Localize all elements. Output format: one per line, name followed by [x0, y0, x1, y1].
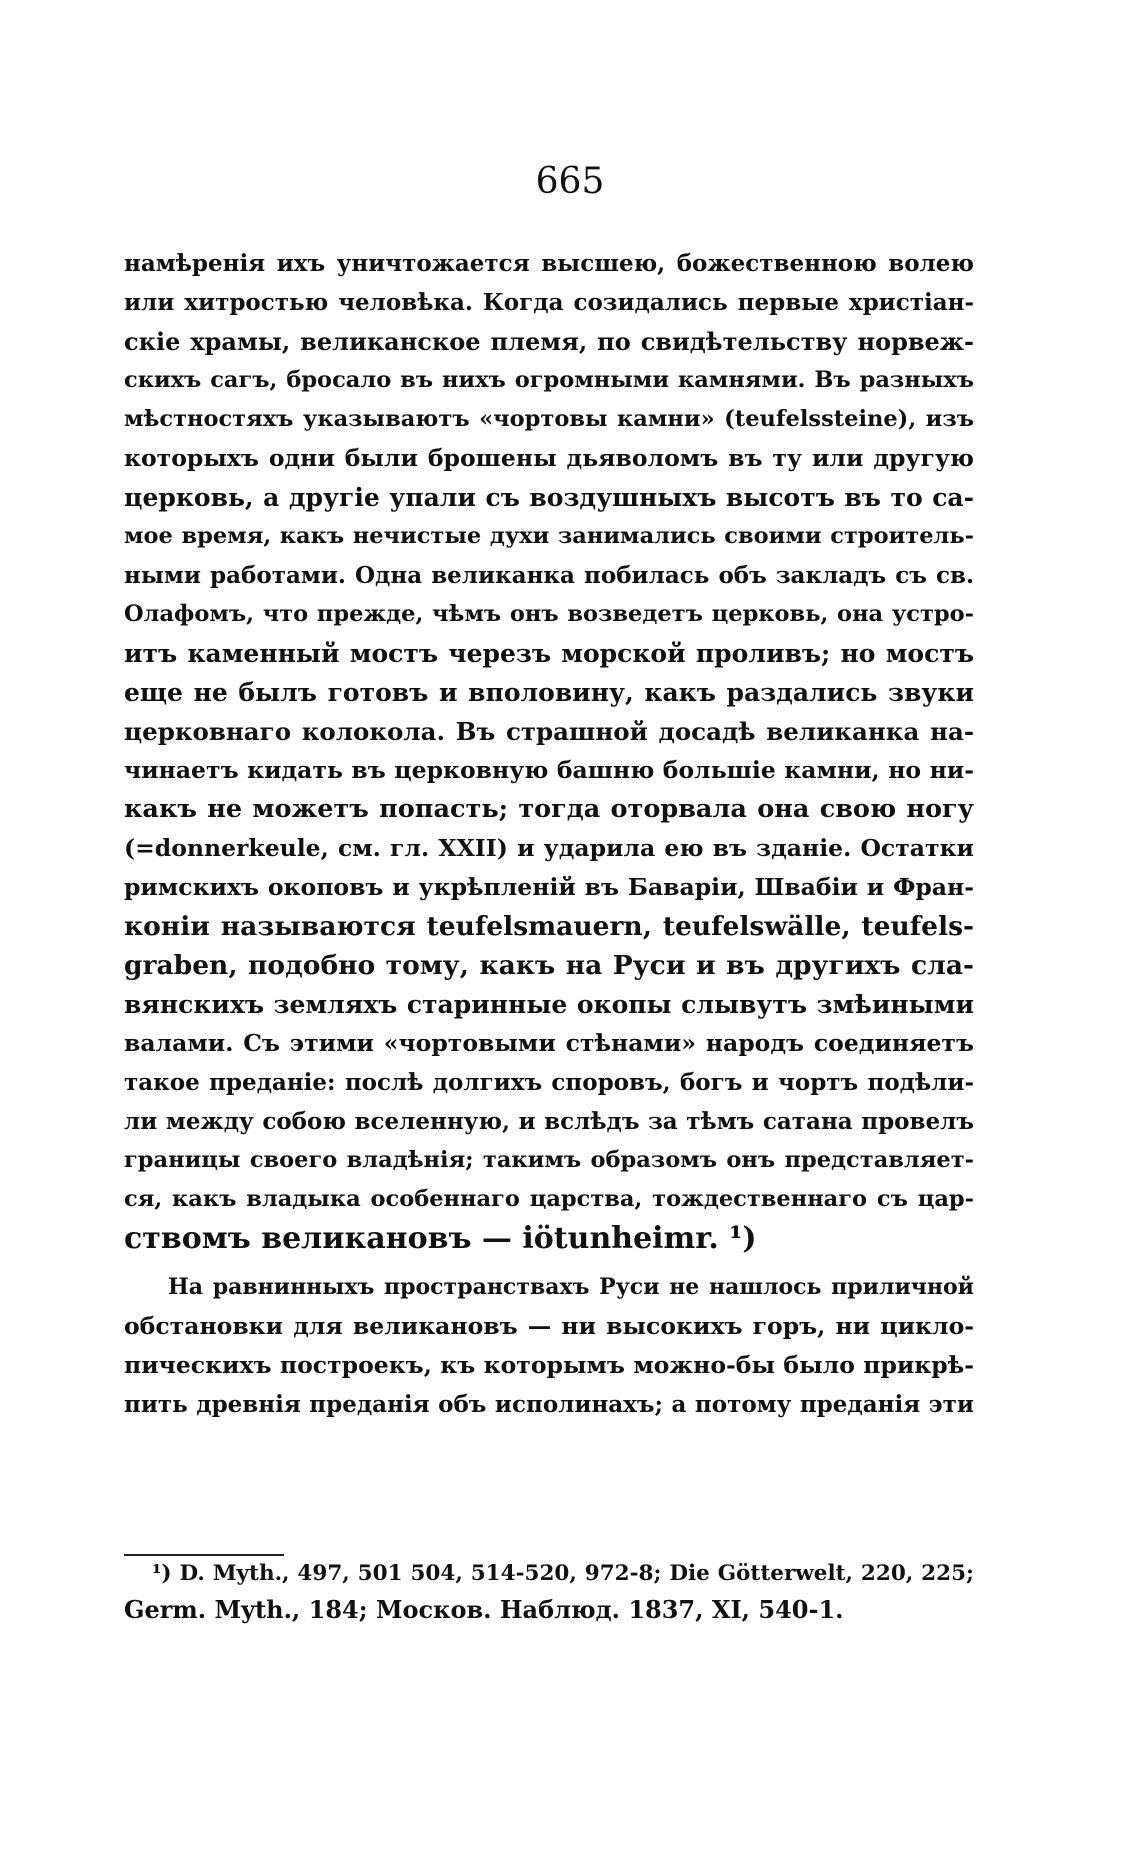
text-line: скихъ сагъ, бросало въ нихъ огромными камнями. Въ разныхъ: [124, 367, 974, 393]
text-line: обстановки для великановъ — ни высокихъ горъ, ни цикло-: [124, 1312, 974, 1340]
footnotes: [124, 1556, 974, 1628]
text-line: (=donnerkeule, см. гл. XXII) и ударила ею въ зданіе. Остатки: [124, 834, 974, 862]
text-line: которыхъ одни были брошены дьяволомъ въ ту или другую: [124, 444, 974, 472]
text-line: мѣстностяхъ указываютъ «чортовы камни» (teufelssteine), изъ: [124, 406, 974, 432]
text-line: чинаетъ кидать въ церковную башню большіе камни, но ни-: [124, 756, 974, 784]
text-line: На равнинныхъ пространствахъ Руси не нашлось приличной: [168, 1274, 974, 1300]
text-line: какъ не можетъ попасть; тогда оторвала она свою ногу: [124, 794, 974, 824]
text-line: ными работами. Одна великанка побилась объ закладъ съ св.: [124, 562, 974, 589]
text-line: римскихъ окоповъ и укрѣпленій въ Баваріи, Швабіи и Фран-: [124, 873, 974, 901]
text-line: валами. Съ этими «чортовыми стѣнами» народъ соединяетъ: [124, 1029, 974, 1057]
text-line: ли между собою вселенную, и вслѣдъ за тѣмъ сатана провелъ: [124, 1108, 974, 1135]
text-line: церковь, а другіе упали съ воздушныхъ высотъ въ то са-: [124, 483, 974, 512]
text-line: ся, какъ владыка особеннаго царства, тождественнаго съ цар-: [124, 1186, 974, 1212]
body-text: [124, 244, 974, 1424]
text-line: коніи называются teufelsmauern, teufelswälle, teufels-: [124, 911, 974, 942]
text-line: graben, подобно тому, какъ на Руси и въ другихъ сла-: [124, 950, 974, 981]
page-number: 665: [535, 161, 605, 202]
text-line: ствомъ великановъ — iötunheimr. ¹): [124, 1221, 757, 1256]
text-line: церковнаго колокола. Въ страшной досадѣ великанка на-: [124, 717, 974, 746]
text-line: намѣренія ихъ уничтожается высшею, божественною волею: [124, 250, 974, 277]
text-line: вянскихъ земляхъ старинные окопы слывутъ змѣиными: [124, 990, 974, 1019]
text-line: мое время, какъ нечистые духи занимались своими строитель-: [124, 523, 974, 549]
footnote-line: Germ. Myth., 184; Москов. Наблюд. 1837, XI, 540-1.: [124, 1595, 844, 1624]
text-line: еще не былъ готовъ и вполовину, какъ раздались звуки: [124, 678, 974, 707]
text-line: Олафомъ, что прежде, чѣмъ онъ возведетъ церковь, она устро-: [124, 601, 974, 627]
text-line: такое преданіе: послѣ долгихъ споровъ, богъ и чортъ подѣли-: [124, 1069, 974, 1096]
text-line: пическихъ построекъ, къ которымъ можно-бы было прикрѣ-: [124, 1351, 974, 1379]
text-line: границы своего владѣнія; такимъ образомъ онъ представляет-: [124, 1147, 974, 1173]
text-line: пить древнія преданія объ исполинахъ; а потому преданія эти: [124, 1391, 974, 1418]
footnote-line: ¹) D. Myth., 497, 501 504, 514-520, 972-8; Die Götterwelt, 220, 225;: [152, 1561, 974, 1586]
text-line: скіе храмы, великанское племя, по свидѣтельству норвеж-: [124, 327, 974, 356]
text-line: итъ каменный мостъ черезъ морской проливъ; но мостъ: [124, 639, 974, 668]
text-line: или хитростью человѣка. Когда созидались первые христіан-: [124, 289, 974, 316]
